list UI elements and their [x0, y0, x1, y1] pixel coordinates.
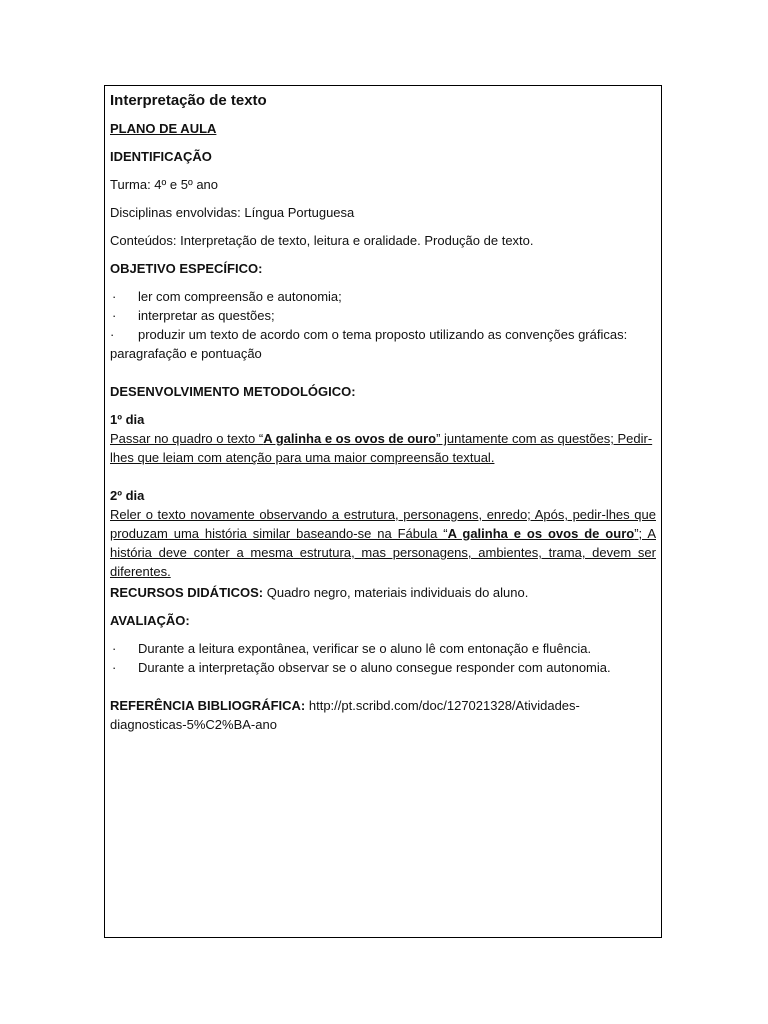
class-line: Turma: 4º e 5º ano — [110, 177, 219, 192]
day1-heading: 1º dia — [110, 412, 145, 427]
list-item — [110, 325, 656, 363]
day1-text-after: ” juntamente com as questões; Pedir-lhes que leiam com atenção para uma maior compreensão textual. — [110, 431, 653, 465]
list-item — [110, 287, 656, 306]
objective-text: ler com compreensão e autonomia; — [138, 289, 342, 304]
day2-text-after: ”; A história deve conter a mesma estrutura, mas personagens, ambientes, trama, devem ser diferentes. — [110, 526, 656, 579]
methodology-heading: DESENVOLVIMENTO METODOLÓGICO: — [110, 384, 356, 399]
reference-url: http://pt.scribd.com/doc/127021328/Atividades-diagnosticas-5%C2%BA-ano — [110, 698, 580, 732]
day2-text-before: Reler o texto novamente observando a estrutura, personagens, enredo; Após, pedir-lhes que produzam uma história similar baseando-se na Fábula “ — [110, 507, 656, 541]
reference-line — [110, 696, 656, 734]
resources-label: RECURSOS DIDÁTICOS: — [110, 585, 264, 600]
evaluation-text: Durante a interpretação observar se o aluno consegue responder com autonomia. — [138, 660, 611, 675]
objective-heading: OBJETIVO ESPECÍFICO: — [110, 261, 263, 276]
fable-title: A galinha e os ovos de ouro — [447, 526, 635, 541]
reference-label: REFERÊNCIA BIBLIOGRÁFICA: — [110, 698, 306, 713]
bullet-icon: · — [112, 308, 117, 323]
evaluation-text: Durante a leitura expontânea, verificar se o aluno lê com entonação e fluência. — [138, 641, 592, 656]
objectives-list — [110, 287, 656, 363]
contents-line: Conteúdos: Interpretação de texto, leitura e oralidade. Produção de texto. — [110, 233, 534, 248]
day1-text-before: Passar no quadro o texto “ — [110, 431, 264, 446]
plan-heading: PLANO DE AULA — [110, 121, 217, 136]
day1-text — [110, 429, 656, 467]
bullet-icon: · — [112, 660, 117, 675]
fable-title: A galinha e os ovos de ouro — [263, 431, 437, 446]
objective-text: interpretar as questões; — [138, 308, 275, 323]
evaluation-heading: AVALIAÇÃO: — [110, 613, 190, 628]
bullet-icon: · — [110, 327, 115, 342]
list-item — [110, 639, 656, 658]
day2-heading: 2º dia — [110, 488, 145, 503]
lesson-plan-box — [104, 85, 662, 938]
resources-line — [110, 583, 656, 602]
subjects-line: Disciplinas envolvidas: Língua Portuguesa — [110, 205, 355, 220]
bullet-icon: · — [112, 289, 117, 304]
evaluation-list — [110, 639, 656, 677]
resources-text: Quadro negro, materiais individuais do aluno. — [263, 585, 529, 600]
bullet-icon: · — [112, 641, 117, 656]
document-title: Interpretação de texto — [110, 92, 267, 109]
objective-text: produzir um texto de acordo com o tema proposto utilizando as convenções gráficas: paragrafação e pontuação — [110, 327, 628, 361]
identification-heading: IDENTIFICAÇÃO — [110, 149, 212, 164]
list-item — [110, 306, 656, 325]
list-item — [110, 658, 656, 677]
day2-text — [110, 505, 656, 581]
